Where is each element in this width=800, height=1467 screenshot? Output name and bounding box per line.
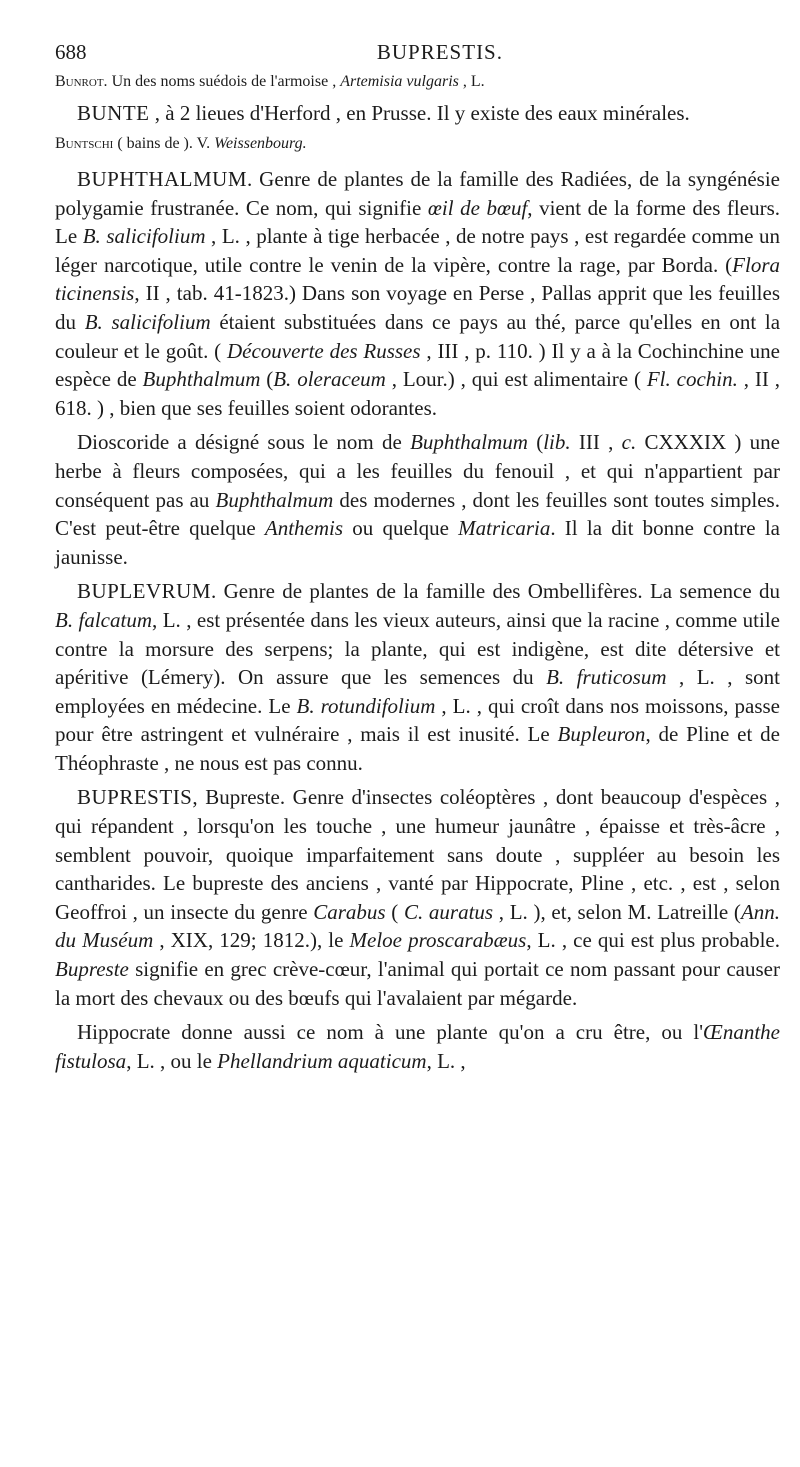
entry-bunte: BUNTE , à 2 lieues d'Herford , en Prusse. Il y existe des eaux minérales. bbox=[77, 101, 690, 125]
entry-buphthalmum: BUPHTHALMUM. Genre de plantes de la famille des Radiées, de la syngénésie polygamie frustranée. Ce nom, qui signifie œil de bœuf, vient de la forme des fleurs. Le B. salicifolium , L. , plante à tige herbacée , de notre pays , est regardée comme un léger narcotique, utile contre le venin de la vipère, contre la rage, par Borda. (Flora ticinensis, II , tab. 41-1823.) Dans son voyage en Perse , Pallas apprit que les feuilles du B. salicifolium étaient substituées dans ce pays au thé, parce qu'elles en ont la couleur et le goût. ( Découverte des Russes , III , p. 110. ) Il y a à la Cochinchine une espèce de Buphthalmum (B. oleraceum , Lour.) , qui est alimentaire ( Fl. cochin. , II , 618. ) , bien que ses feuilles soient odorantes. bbox=[55, 167, 781, 420]
entry-headword: Bunrot. bbox=[55, 73, 108, 90]
entry-bunrot: Bunrot. Un des noms suédois de l'armoise , Artemisia vulgaris , L. bbox=[55, 73, 485, 90]
entry-bupleurum: BUPLEVRUM. Genre de plantes de la famille des Ombellifères. La semence du B. falcatum, L. , est présentée dans les vieux auteurs, ainsi que la racine , comme utile contre la morsure des serpens; la plante, qui est indigène, est dite détersive et apéritive (Lémery). On assure que les semences du B. fruticosum , L. , sont employées en médecine. Le B. rotundifolium , L. , qui croît dans nos moissons, passe pour être astringent et vulnéraire , mais il est inusité. Le Bupleuron, de Pline et de Théophraste , ne nous est pas connu. bbox=[55, 579, 781, 775]
paragraph-hippocrate: Hippocrate donne aussi ce nom à une plante qu'on a cru être, ou l'Œnanthe fistulosa, L. , ou le Phellandrium aquaticum, L. , bbox=[55, 1020, 780, 1073]
entry-headword: BUPHTHALMUM bbox=[77, 167, 248, 191]
page-header bbox=[55, 40, 503, 65]
entry-buprestis: BUPRESTIS, Bupreste. Genre d'insectes coléoptères , dont beaucoup d'espèces , qui répandent , lorsqu'on les touche , une humeur jaunâtre , épaisse et très-âcre , semblent pouvoir, quoique imparfaitement sans doute , suppléer au besoin les cantharides. Le bupreste des anciens , vanté par Hippocrate, Pline , etc. , est , selon Geoffroi , un insecte du genre Carabus ( C. auratus , L. ), et, selon M. Latreille (Ann. du Muséum , XIX, 129; 1812.), le Meloe proscarabæus, L. , ce qui est plus probable. Bupreste signifie en grec crève-cœur, l'animal qui portait ce nom passant pour causer la mort des chevaux ou des bœufs qui l'avalaient par mégarde. bbox=[55, 785, 781, 1010]
entry-headword: BUNTE bbox=[77, 101, 150, 125]
paragraph-dioscoride: Dioscoride a désigné sous le nom de Buphthalmum (lib. III , c. CXXXIX ) une herbe à fleurs composées, qui a les feuilles du fenouil , et qui n'appartient par conséquent pas au Buphthalmum des modernes , dont les feuilles sont toutes simples. C'est peut-être quelque Anthemis ou quelque Matricaria. Il la dit bonne contre la jaunisse. bbox=[55, 430, 780, 569]
entry-buntschi: Buntschi ( bains de ). V. Weissenbourg. bbox=[55, 135, 307, 152]
entry-headword: BUPRESTIS bbox=[77, 785, 193, 810]
running-title: BUPRESTIS. bbox=[376, 40, 503, 64]
entry-headword: BUPLEVRUM bbox=[77, 579, 212, 604]
page-number: 688 bbox=[55, 40, 87, 64]
entry-headword: Buntschi bbox=[55, 135, 114, 152]
